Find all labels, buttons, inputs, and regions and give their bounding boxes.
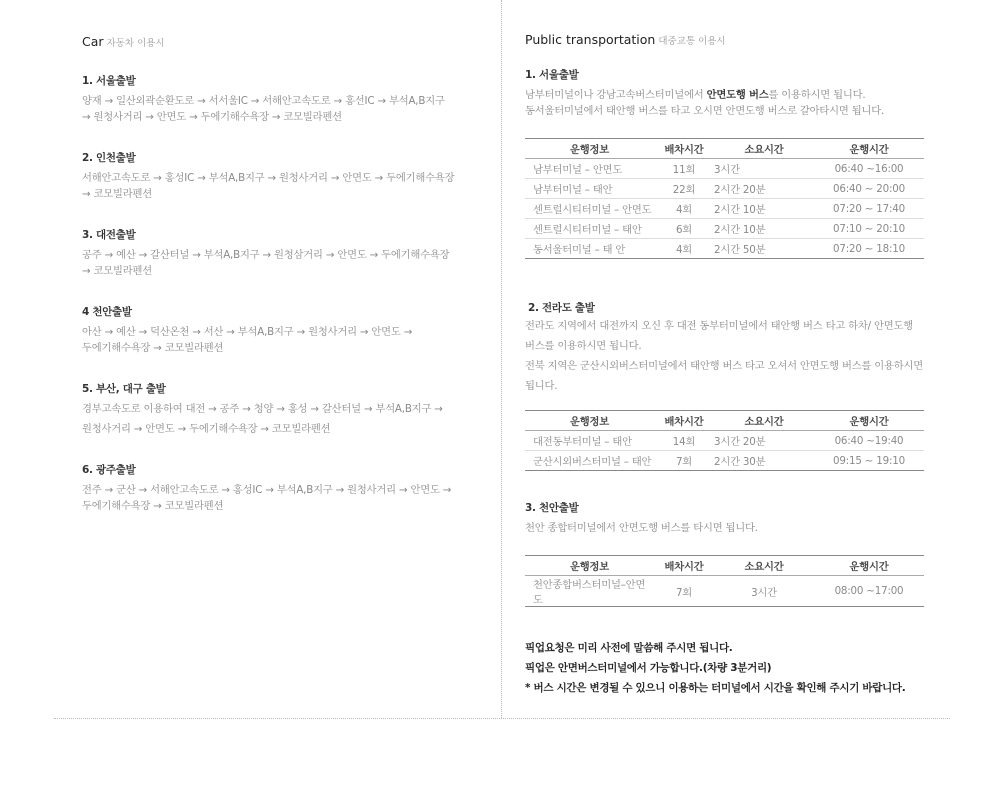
seoul-line-2: 동서울터미널에서 태안행 버스를 타고 오시면 안면도행 버스로 갈아타시면 됩니다. xyxy=(525,105,885,117)
frequency-cell: 22회 xyxy=(654,179,714,199)
jeolla-line: 됩니다. xyxy=(525,380,558,392)
duration-cell: 2시간 30분 xyxy=(714,451,814,471)
route-line: 양재 → 일산외곽순환도로 → 서서울IC → 서해안고속도로 → 홍선IC → 부석A,B지구 xyxy=(82,95,445,107)
route-body xyxy=(82,399,482,439)
vertical-divider xyxy=(501,0,502,718)
frequency-cell: 7회 xyxy=(654,576,714,607)
route-cell: 센트럴시티터미널 – 안면도 xyxy=(525,199,654,219)
table-row xyxy=(525,159,924,179)
column-header: 운행시간 xyxy=(814,411,924,431)
public-cheonan xyxy=(525,500,945,607)
route-cell: 남부터미널 – 안면도 xyxy=(525,159,654,179)
route-heading: 1. 서울출발 xyxy=(525,69,579,81)
route-body xyxy=(82,482,482,514)
hours-cell: 06:40 ~19:40 xyxy=(814,431,924,451)
column-header: 배차시간 xyxy=(654,556,714,576)
table-row xyxy=(525,239,924,259)
table-row xyxy=(525,431,924,451)
column-header: 소요시간 xyxy=(714,139,814,159)
public-jeolla xyxy=(525,300,945,471)
public-section xyxy=(525,32,945,607)
route-line: 공주 → 예산 → 갈산터널 → 부석A,B지구 → 원청삼거리 → 안면도 → 두에기해수욕장 xyxy=(82,249,450,261)
route-line: → 코모빌라펜션 xyxy=(82,188,152,200)
route-body xyxy=(82,324,482,356)
duration-cell: 3시간 xyxy=(714,159,814,179)
duration-cell: 2시간 50분 xyxy=(714,239,814,259)
route-heading: 3. 천안출발 xyxy=(525,502,579,514)
note-line: * 버스 시간은 변경될 수 있으니 이용하는 터미널에서 시간을 확인해 주시기 바랍니다. xyxy=(525,682,906,694)
route-cell: 남부터미널 – 태안 xyxy=(525,179,654,199)
car-route-incheon xyxy=(82,150,482,202)
frequency-cell: 11회 xyxy=(654,159,714,179)
route-line: 서해안고속도로 → 홍성IC → 부석A,B지구 → 원청사거리 → 안면도 → 두에기해수욕장 xyxy=(82,172,455,184)
public-title: Public transportation xyxy=(525,32,656,47)
jeolla-line: 버스를 이용하시면 됩니다. xyxy=(525,340,642,352)
cheonan-bus-table xyxy=(525,555,924,607)
column-header: 운행시간 xyxy=(814,556,924,576)
table-row xyxy=(525,199,924,219)
hours-cell: 07:20 ~ 18:10 xyxy=(814,239,924,259)
public-subtitle: 대중교통 이용시 xyxy=(658,36,726,47)
car-section-title xyxy=(82,34,482,49)
jeolla-description xyxy=(525,316,945,396)
cheonan-description: 천안 종합터미널에서 안면도행 버스를 타시면 됩니다. xyxy=(525,522,758,534)
duration-cell: 2시간 20분 xyxy=(714,179,814,199)
route-heading: 2. 인천출발 xyxy=(82,152,136,164)
jeolla-bus-table xyxy=(525,410,924,471)
route-cell: 동서울터미널 – 태 안 xyxy=(525,239,654,259)
car-section xyxy=(82,34,482,514)
car-route-gwangju xyxy=(82,462,482,514)
pickup-notes xyxy=(525,638,905,698)
table-row xyxy=(525,219,924,239)
text-part: 남부터미널이나 강남고속버스터미널에서 xyxy=(525,89,707,101)
route-heading: 5. 부산, 대구 출발 xyxy=(82,383,166,395)
route-cell: 천안종합버스터미널–안면도 xyxy=(525,576,654,607)
horizontal-divider xyxy=(54,718,950,719)
table-row xyxy=(525,179,924,199)
note-line: 픽업요청은 미리 사전에 말씀해 주시면 됩니다. xyxy=(525,642,733,654)
route-line: 전주 → 군산 → 서해안고속도로 → 홍성IC → 부석A,B지구 → 원청사거리 → 안면도 → xyxy=(82,484,452,496)
column-header: 운행시간 xyxy=(814,139,924,159)
route-heading: 4 천안출발 xyxy=(82,306,132,318)
duration-cell: 2시간 10분 xyxy=(714,199,814,219)
hours-cell: 07:20 ~ 17:40 xyxy=(814,199,924,219)
route-heading: 6. 광주출발 xyxy=(82,464,136,476)
table-row xyxy=(525,576,924,607)
route-body xyxy=(82,247,482,279)
seoul-description xyxy=(525,87,945,119)
hours-cell: 06:40 ~ 20:00 xyxy=(814,179,924,199)
table-header-row xyxy=(525,556,924,576)
column-header: 소요시간 xyxy=(714,411,814,431)
jeolla-line: 전북 지역은 군산시외버스터미널에서 태안행 버스 타고 오셔서 안면도행 버스를 이용하시면 xyxy=(525,360,924,372)
car-title: Car xyxy=(82,34,104,49)
frequency-cell: 14회 xyxy=(654,431,714,451)
hours-cell: 07:10 ~ 20:10 xyxy=(814,219,924,239)
bold-text: 안면도행 버스 xyxy=(706,89,769,101)
car-route-daejeon xyxy=(82,227,482,279)
route-heading: 2. 전라도 출발 xyxy=(528,302,595,314)
public-seoul xyxy=(525,67,945,259)
table-header-row xyxy=(525,139,924,159)
column-header: 소요시간 xyxy=(714,556,814,576)
route-cell: 군산시외버스터미널 – 태안 xyxy=(525,451,654,471)
car-route-busan-daegu xyxy=(82,381,482,439)
text-part: 를 이용하시면 됩니다. xyxy=(768,89,866,101)
route-cell: 센트럴시티터미널 – 태안 xyxy=(525,219,654,239)
hours-cell: 08:00 ~17:00 xyxy=(814,576,924,607)
table-header-row xyxy=(525,411,924,431)
column-header: 운행정보 xyxy=(525,411,654,431)
column-header: 운행정보 xyxy=(525,139,654,159)
route-heading: 1. 서울출발 xyxy=(82,75,136,87)
column-header: 배차시간 xyxy=(654,139,714,159)
route-line: 아산 → 예산 → 덕산온천 → 서산 → 부석A,B지구 → 원청사거리 → 안면도 → xyxy=(82,326,413,338)
note-line: 픽업은 안면버스터미널에서 가능합니다.(차량 3분거리) xyxy=(525,662,772,674)
route-line: 경부고속도로 이용하여 대전 → 공주 → 청양 → 홍성 → 갈산터널 → 부석A,B지구 → xyxy=(82,403,443,415)
car-route-cheonan xyxy=(82,304,482,356)
frequency-cell: 4회 xyxy=(654,239,714,259)
seoul-line-1 xyxy=(525,87,945,103)
car-subtitle: 자동차 이용시 xyxy=(106,38,165,49)
duration-cell: 3시간 xyxy=(714,576,814,607)
public-section-title xyxy=(525,32,945,47)
route-cell: 대전동부터미널 – 태안 xyxy=(525,431,654,451)
car-route-seoul xyxy=(82,73,482,125)
route-line: 원청사거리 → 안면도 → 두에기해수욕장 → 코모빌라펜션 xyxy=(82,423,331,435)
hours-cell: 09:15 ~ 19:10 xyxy=(814,451,924,471)
column-header: 배차시간 xyxy=(654,411,714,431)
hours-cell: 06:40 ~16:00 xyxy=(814,159,924,179)
frequency-cell: 7회 xyxy=(654,451,714,471)
jeolla-line: 전라도 지역에서 대전까지 오신 후 대전 동부터미널에서 태안행 버스 타고 하차/ 안면도행 xyxy=(525,320,913,332)
route-body xyxy=(82,170,482,202)
route-heading: 3. 대전출발 xyxy=(82,229,136,241)
seoul-bus-table xyxy=(525,138,924,259)
table-row xyxy=(525,451,924,471)
frequency-cell: 6회 xyxy=(654,219,714,239)
column-header: 운행정보 xyxy=(525,556,654,576)
duration-cell: 2시간 10분 xyxy=(714,219,814,239)
route-line: → 원청사거리 → 안면도 → 두에기해수욕장 → 코모빌라펜션 xyxy=(82,111,342,123)
duration-cell: 3시간 20분 xyxy=(714,431,814,451)
frequency-cell: 4회 xyxy=(654,199,714,219)
route-line: 두에기해수욕장 → 코모빌라펜션 xyxy=(82,500,224,512)
route-line: 두에기해수욕장 → 코모빌라펜션 xyxy=(82,342,224,354)
route-body xyxy=(82,93,482,125)
route-line: → 코모빌라펜션 xyxy=(82,265,152,277)
